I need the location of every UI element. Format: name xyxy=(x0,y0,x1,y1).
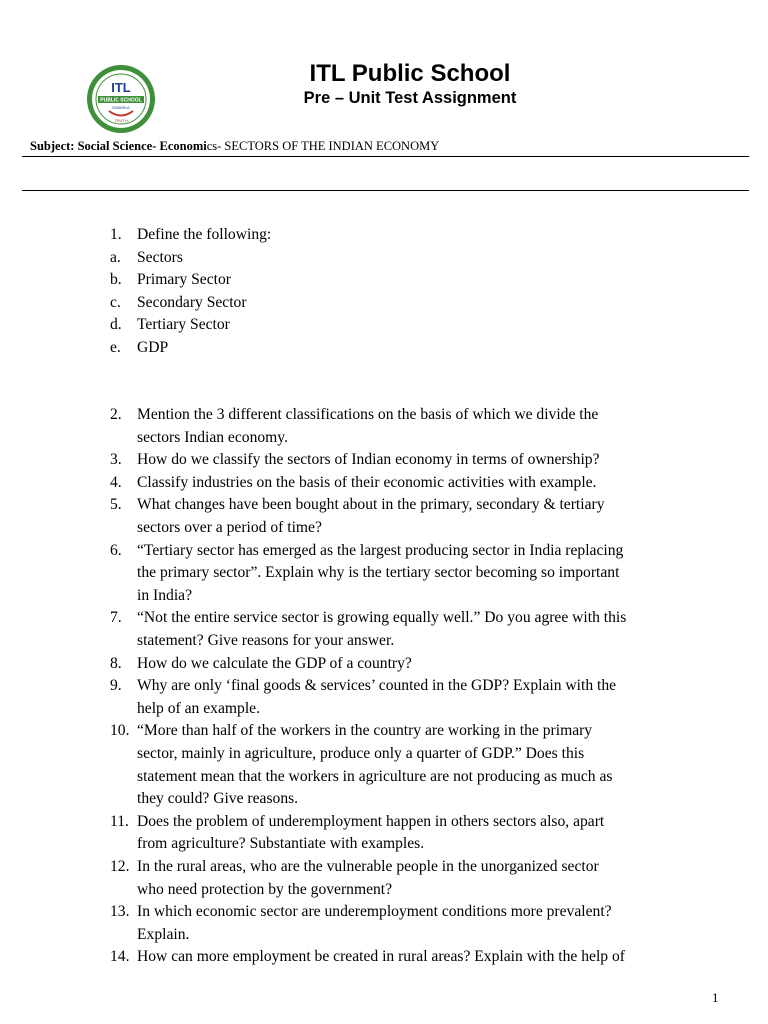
item-number: 14. xyxy=(110,948,130,966)
item-text: the primary sector”. Explain why is the tertiary sector becoming so important xyxy=(137,564,620,582)
item-number: 13. xyxy=(110,903,130,921)
item-number: 3. xyxy=(110,451,122,469)
item-text: Does the problem of underemployment happen in others sectors also, apart xyxy=(137,812,605,830)
item-number: b. xyxy=(110,271,122,289)
item-text: sectors Indian economy. xyxy=(137,428,288,446)
school-title: ITL Public School xyxy=(309,60,511,87)
item-number: 9. xyxy=(110,677,122,695)
item-text: help of an example. xyxy=(137,699,260,717)
item-number: 2. xyxy=(110,406,122,423)
item-text: Primary Sector xyxy=(137,271,231,289)
item-text: from agriculture? Substantiate with examples. xyxy=(137,835,425,853)
page-number: 1 xyxy=(712,990,719,1005)
logo-text-itl: ITL xyxy=(111,80,131,95)
school-logo xyxy=(84,62,158,136)
item-text: Classify industries on the basis of their economic activities with example. xyxy=(137,473,597,491)
item-text: Why are only ‘final goods & services’ counted in the GDP? Explain with the xyxy=(137,677,617,695)
logo-text-motto: TRUTH xyxy=(114,118,128,123)
item-number: 8. xyxy=(110,654,122,672)
item-text: Sectors xyxy=(137,248,183,266)
item-text: sector, mainly in agriculture, produce only a quarter of GDP.” Does this xyxy=(137,745,585,762)
item-number: 7. xyxy=(110,609,122,627)
item-text: “Tertiary sector has emerged as the largest producing sector in India replacing xyxy=(137,541,624,559)
item-text: who need protection by the government? xyxy=(137,880,393,898)
item-number: 11. xyxy=(110,812,129,830)
item-text: sectors over a period of time? xyxy=(137,519,322,536)
item-text: statement? Give reasons for your answer. xyxy=(137,632,395,649)
divider-bottom xyxy=(22,190,749,191)
item-text: Explain. xyxy=(137,925,190,943)
item-text: How do we classify the sectors of Indian economy in terms of ownership? xyxy=(137,451,600,469)
item-number: 5. xyxy=(110,496,122,514)
item-text: How do we calculate the GDP of a country? xyxy=(137,654,412,672)
item-text: statement mean that the workers in agriculture are not producing as much as xyxy=(137,767,613,785)
logo-text-dwarka: DWARKA xyxy=(112,105,130,110)
item-text: What changes have been bought about in the primary, secondary & tertiary xyxy=(137,496,605,514)
item-number: c. xyxy=(110,293,121,311)
item-number: 6. xyxy=(110,541,122,559)
subject-label: Subject: Social Science- Economi xyxy=(30,139,207,153)
item-text: in India? xyxy=(137,586,192,604)
item-text: “More than half of the workers in the country are working in the primary xyxy=(137,722,593,740)
item-text: “Not the entire service sector is growing equally well.” Do you agree with this xyxy=(137,609,627,627)
assignment-subtitle: Pre – Unit Test Assignment xyxy=(303,89,517,107)
item-text: Tertiary Sector xyxy=(137,316,230,334)
item-number: 12. xyxy=(110,858,130,875)
item-text: In the rural areas, who are the vulnerable people in the unorganized sector xyxy=(137,858,599,875)
item-text: GDP xyxy=(137,339,169,356)
logo-text-school: PUBLIC SCHOOL xyxy=(100,97,142,104)
item-number: 10. xyxy=(110,722,130,740)
item-number: a. xyxy=(110,248,121,266)
item-number: e. xyxy=(110,339,121,356)
item-number: 4. xyxy=(110,473,122,491)
item-text: Mention the 3 different classifications on the basis of which we divide the xyxy=(137,406,599,423)
item-number: 1. xyxy=(110,226,122,243)
item-text: How can more employment be created in rural areas? Explain with the help of xyxy=(137,948,625,966)
subject-line xyxy=(30,139,439,154)
divider-top xyxy=(22,156,749,157)
subject-topic: cs- SECTORS OF THE INDIAN ECONOMY xyxy=(206,139,440,153)
item-text: In which economic sector are underemployment conditions more prevalent? xyxy=(137,903,612,921)
item-number: d. xyxy=(110,316,122,334)
item-text: Secondary Sector xyxy=(137,293,247,311)
item-text: they could? Give reasons. xyxy=(137,790,299,808)
item-text: Define the following: xyxy=(137,226,272,243)
